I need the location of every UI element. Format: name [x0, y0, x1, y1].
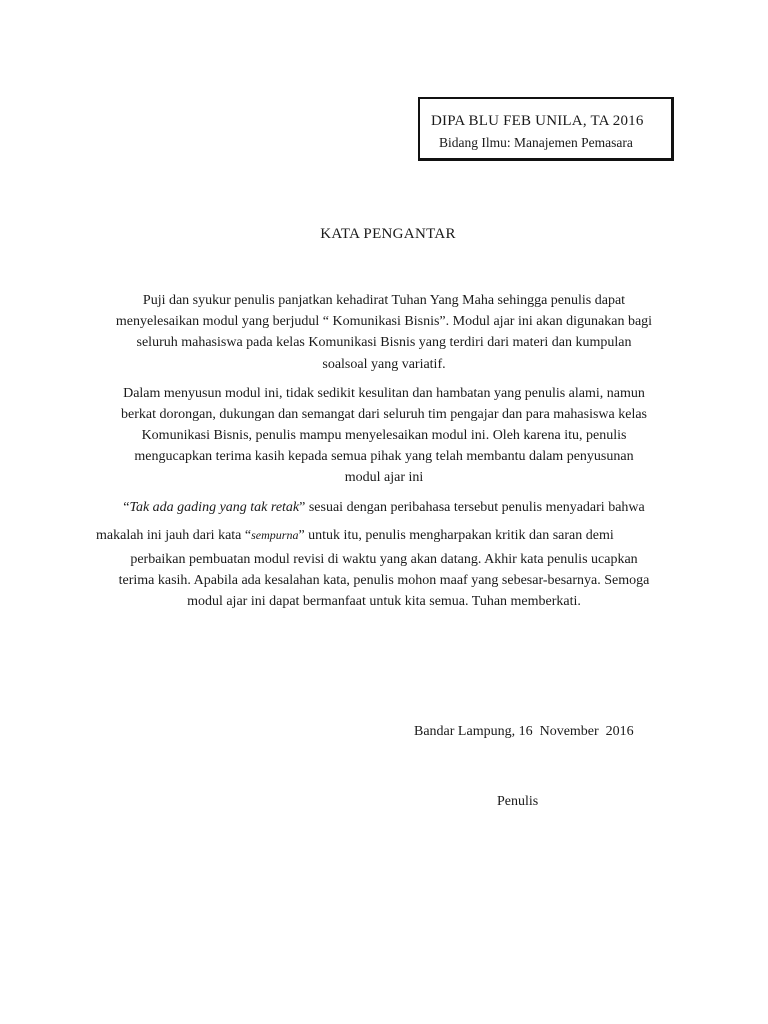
place-date-line: Bandar Lampung, 16 November 2016	[414, 724, 634, 739]
paragraph3-line2-start: makalah ini jauh dari kata “	[96, 528, 252, 543]
paragraph3-line1-rest: ” sesuai dengan peribahasa tersebut penulis menyadari bahwa	[299, 500, 645, 515]
paragraph3-line2-rest: ” untuk itu, penulis mengharpakan kritik dan saran demi	[298, 528, 614, 543]
paragraph1-line: menyelesaikan modul yang berjudul “ Komunikasi Bisnis”. Modul ajar ini akan digunakan bagi	[115, 314, 653, 329]
header-info-box	[418, 97, 674, 161]
paragraph2-line: mengucapkan terima kasih kepada semua pihak yang telah membantu dalam penyusunan	[134, 449, 634, 464]
paragraph1-line: seluruh mahasiswa pada kelas Komunikasi Bisnis yang terdiri dari materi dan kumpulan	[136, 335, 632, 350]
field-of-study-text: Bidang Ilmu: Manajemen Pemasara	[439, 135, 633, 150]
paragraph3-line: modul ajar ini dapat bermanfaat untuk kita semua. Tuhan memberkati.	[187, 594, 581, 609]
signer-label: Penulis	[497, 794, 539, 809]
page-title: KATA PENGANTAR	[320, 226, 456, 242]
paragraph3-line: perbaikan pembuatan modul revisi di waktu yang akan datang. Akhir kata penulis ucapkan	[130, 552, 638, 567]
paragraph3-line	[0, 500, 768, 516]
emphasized-word: sempurna	[251, 528, 299, 542]
paragraph2-line: modul ajar ini	[344, 470, 424, 485]
paragraph3-line	[96, 528, 614, 544]
open-quote: “	[123, 500, 130, 515]
paragraph2-line: Komunikasi Bisnis, penulis mampu menyelesaikan modul ini. Oleh karena itu, penulis	[141, 428, 627, 443]
paragraph2-line: Dalam menyusun modul ini, tidak sedikit kesulitan dan hambatan yang penulis alami, namun	[123, 386, 645, 401]
paragraph1-line: Puji dan syukur penulis panjatkan kehadirat Tuhan Yang Maha sehingga penulis dapat	[142, 293, 626, 308]
proverb-text: Tak ada gading yang tak retak	[129, 500, 300, 515]
paragraph1-line: soalsoal yang variatif.	[322, 357, 446, 372]
paragraph3-line: terima kasih. Apabila ada kesalahan kata, penulis mohon maaf yang sebesar-besarnya. Semoga	[118, 573, 650, 588]
funding-source-text: DIPA BLU FEB UNILA, TA 2016	[431, 113, 644, 129]
paragraph2-line: berkat dorongan, dukungan dan semangat dari seluruh tim pengajar dan para mahasiswa kelas	[121, 407, 647, 422]
